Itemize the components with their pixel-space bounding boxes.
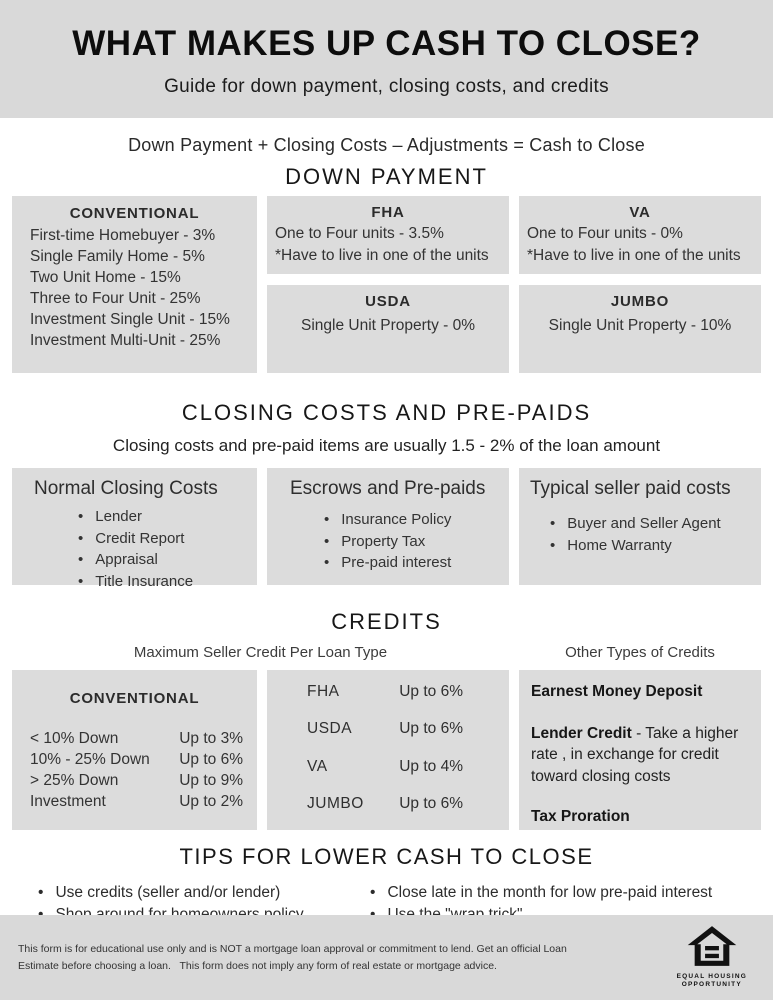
list-item: • Home Warranty [550, 535, 761, 557]
other-credits-box [519, 670, 761, 830]
credits-subheadings [12, 644, 761, 661]
seller-paid-costs-box [519, 468, 761, 585]
jumbo-line: Single Unit Property - 10% [548, 317, 732, 334]
fha-title: FHA [371, 204, 405, 221]
loan-credit-row [307, 683, 463, 701]
conventional-credits-box [12, 670, 257, 830]
tips-heading: TIPS FOR LOWER CASH TO CLOSE [179, 844, 594, 869]
equal-housing-icon [686, 926, 738, 966]
tip-item: • Use credits (seller and/or lender) [38, 882, 370, 904]
va-down-payment-box [519, 196, 761, 274]
closing-costs-subheading: Closing costs and pre-paid items are usually 1.5 - 2% of the loan amount [112, 436, 661, 455]
conventional-line: Single Family Home - 5% [30, 248, 205, 265]
loan-credit-value: Up to 6% [399, 794, 463, 812]
cash-to-close-formula: Down Payment + Closing Costs – Adjustments = Cash to Close [128, 135, 645, 155]
credits-grid [12, 670, 761, 830]
conventional-title: CONVENTIONAL [69, 205, 200, 222]
other-credit-item [531, 681, 749, 703]
va-lines [519, 223, 761, 266]
loan-type-label: VA [307, 757, 328, 775]
other-credit-desc: - Take a higher rate , in exchange for credit toward closing costs [531, 724, 739, 785]
jumbo-down-payment-box [519, 285, 761, 373]
other-credit-term: Earnest Money Deposit [531, 683, 703, 700]
loan-credit-value: Up to 4% [399, 757, 463, 775]
jumbo-title: JUMBO [610, 293, 670, 310]
conventional-credit-rows [12, 728, 257, 812]
other-credit-item [531, 723, 749, 788]
list-item: • Buyer and Seller Agent [550, 513, 761, 535]
page-subtitle: Guide for down payment, closing costs, and credits [164, 76, 609, 97]
list-item: • Lender [78, 506, 257, 528]
credit-row-label: > 25% Down [30, 772, 119, 789]
seller-paid-costs-title: Typical seller paid costs [530, 478, 731, 499]
credit-row [30, 728, 243, 749]
usda-line: Single Unit Property - 0% [300, 317, 476, 334]
conventional-lines [12, 222, 257, 351]
other-credits-subheading: Other Types of Credits [565, 644, 715, 661]
list-item: • Appraisal [78, 549, 257, 571]
va-note: *Have to live in one of the units [527, 246, 741, 264]
list-item: • Pre-paid interest [324, 552, 509, 574]
escrows-prepaids-box [267, 468, 509, 585]
max-seller-credit-subheading: Maximum Seller Credit Per Loan Type [133, 644, 388, 661]
list-item: • Credit Report [78, 528, 257, 550]
credit-row [30, 791, 243, 812]
credit-row-value: Up to 2% [179, 793, 243, 810]
fha-note: *Have to live in one of the units [275, 246, 489, 264]
conventional-line: Three to Four Unit - 25% [30, 290, 201, 307]
equal-housing-label [677, 973, 747, 990]
loan-credit-row [307, 795, 463, 813]
loan-type-label: JUMBO [307, 794, 364, 812]
other-credit-term: Tax Proration [531, 808, 630, 825]
credits-heading: CREDITS [331, 609, 442, 634]
disclaimer-text: This form is for educational use only and is NOT a mortgage loan approval or commitment to lend. Get an official Loan Estimate before choosing a loan. This form does not imply any form of real estate or mortgage advice. [18, 942, 570, 972]
loan-credit-row [307, 720, 463, 738]
fha-lines [267, 223, 509, 266]
conventional-line: Investment Multi-Unit - 25% [30, 332, 221, 349]
equal-housing-label-line1: EQUAL HOUSING [676, 972, 747, 980]
closing-costs-grid [12, 468, 761, 590]
conventional-down-payment-box [12, 196, 257, 373]
loan-type-label: FHA [307, 683, 340, 700]
equal-housing-logo [677, 926, 747, 990]
va-line: One to Four units - 0% [527, 225, 683, 242]
loan-type-credits-box [267, 670, 509, 830]
normal-closing-costs-box [12, 468, 257, 590]
escrows-prepaids-list [267, 509, 509, 574]
closing-costs-heading: CLOSING COSTS AND PRE-PAIDS [181, 400, 592, 425]
credit-row-label: < 10% Down [30, 730, 119, 747]
usda-title: USDA [365, 293, 411, 310]
seller-paid-costs-list [519, 513, 761, 556]
conventional-line: Investment Single Unit - 15% [30, 311, 230, 328]
list-item: • Insurance Policy [324, 509, 509, 531]
credit-row [30, 749, 243, 770]
loan-credit-value: Up to 6% [399, 720, 463, 738]
loan-type-label: USDA [307, 720, 353, 738]
va-title: VA [629, 204, 651, 221]
footer-band [0, 915, 773, 1000]
tip-item: • Close late in the month for low pre-paid interest [370, 882, 712, 904]
down-payment-heading: DOWN PAYMENT [285, 164, 488, 189]
conventional-line: Two Unit Home - 15% [30, 269, 181, 286]
usda-down-payment-box [267, 285, 509, 373]
header-band [0, 0, 773, 118]
credit-row-value: Up to 6% [179, 751, 243, 768]
fha-line: One to Four units - 3.5% [275, 225, 444, 242]
credit-row-value: Up to 3% [179, 730, 243, 747]
loan-credit-row [307, 758, 463, 776]
credit-row [30, 770, 243, 791]
credit-row-label: Investment [30, 793, 106, 810]
fha-down-payment-box [267, 196, 509, 274]
normal-closing-costs-title: Normal Closing Costs [34, 478, 218, 499]
conventional-line: First-time Homebuyer - 3% [30, 227, 216, 244]
list-item: • Title Insurance [78, 571, 257, 593]
page-title: WHAT MAKES UP CASH TO CLOSE? [72, 24, 701, 63]
normal-closing-costs-list [12, 506, 257, 592]
loan-credit-value: Up to 6% [399, 683, 463, 700]
escrows-prepaids-title: Escrows and Pre-paids [290, 478, 486, 499]
credit-row-value: Up to 9% [179, 772, 243, 789]
other-credit-item [531, 806, 749, 828]
down-payment-grid [12, 196, 761, 373]
credit-row-label: 10% - 25% Down [30, 751, 150, 768]
conventional-credits-title: CONVENTIONAL [69, 690, 200, 707]
other-credit-term: Lender Credit [531, 724, 632, 742]
equal-housing-label-line2: OPPORTUNITY [681, 981, 742, 988]
list-item: • Property Tax [324, 531, 509, 553]
